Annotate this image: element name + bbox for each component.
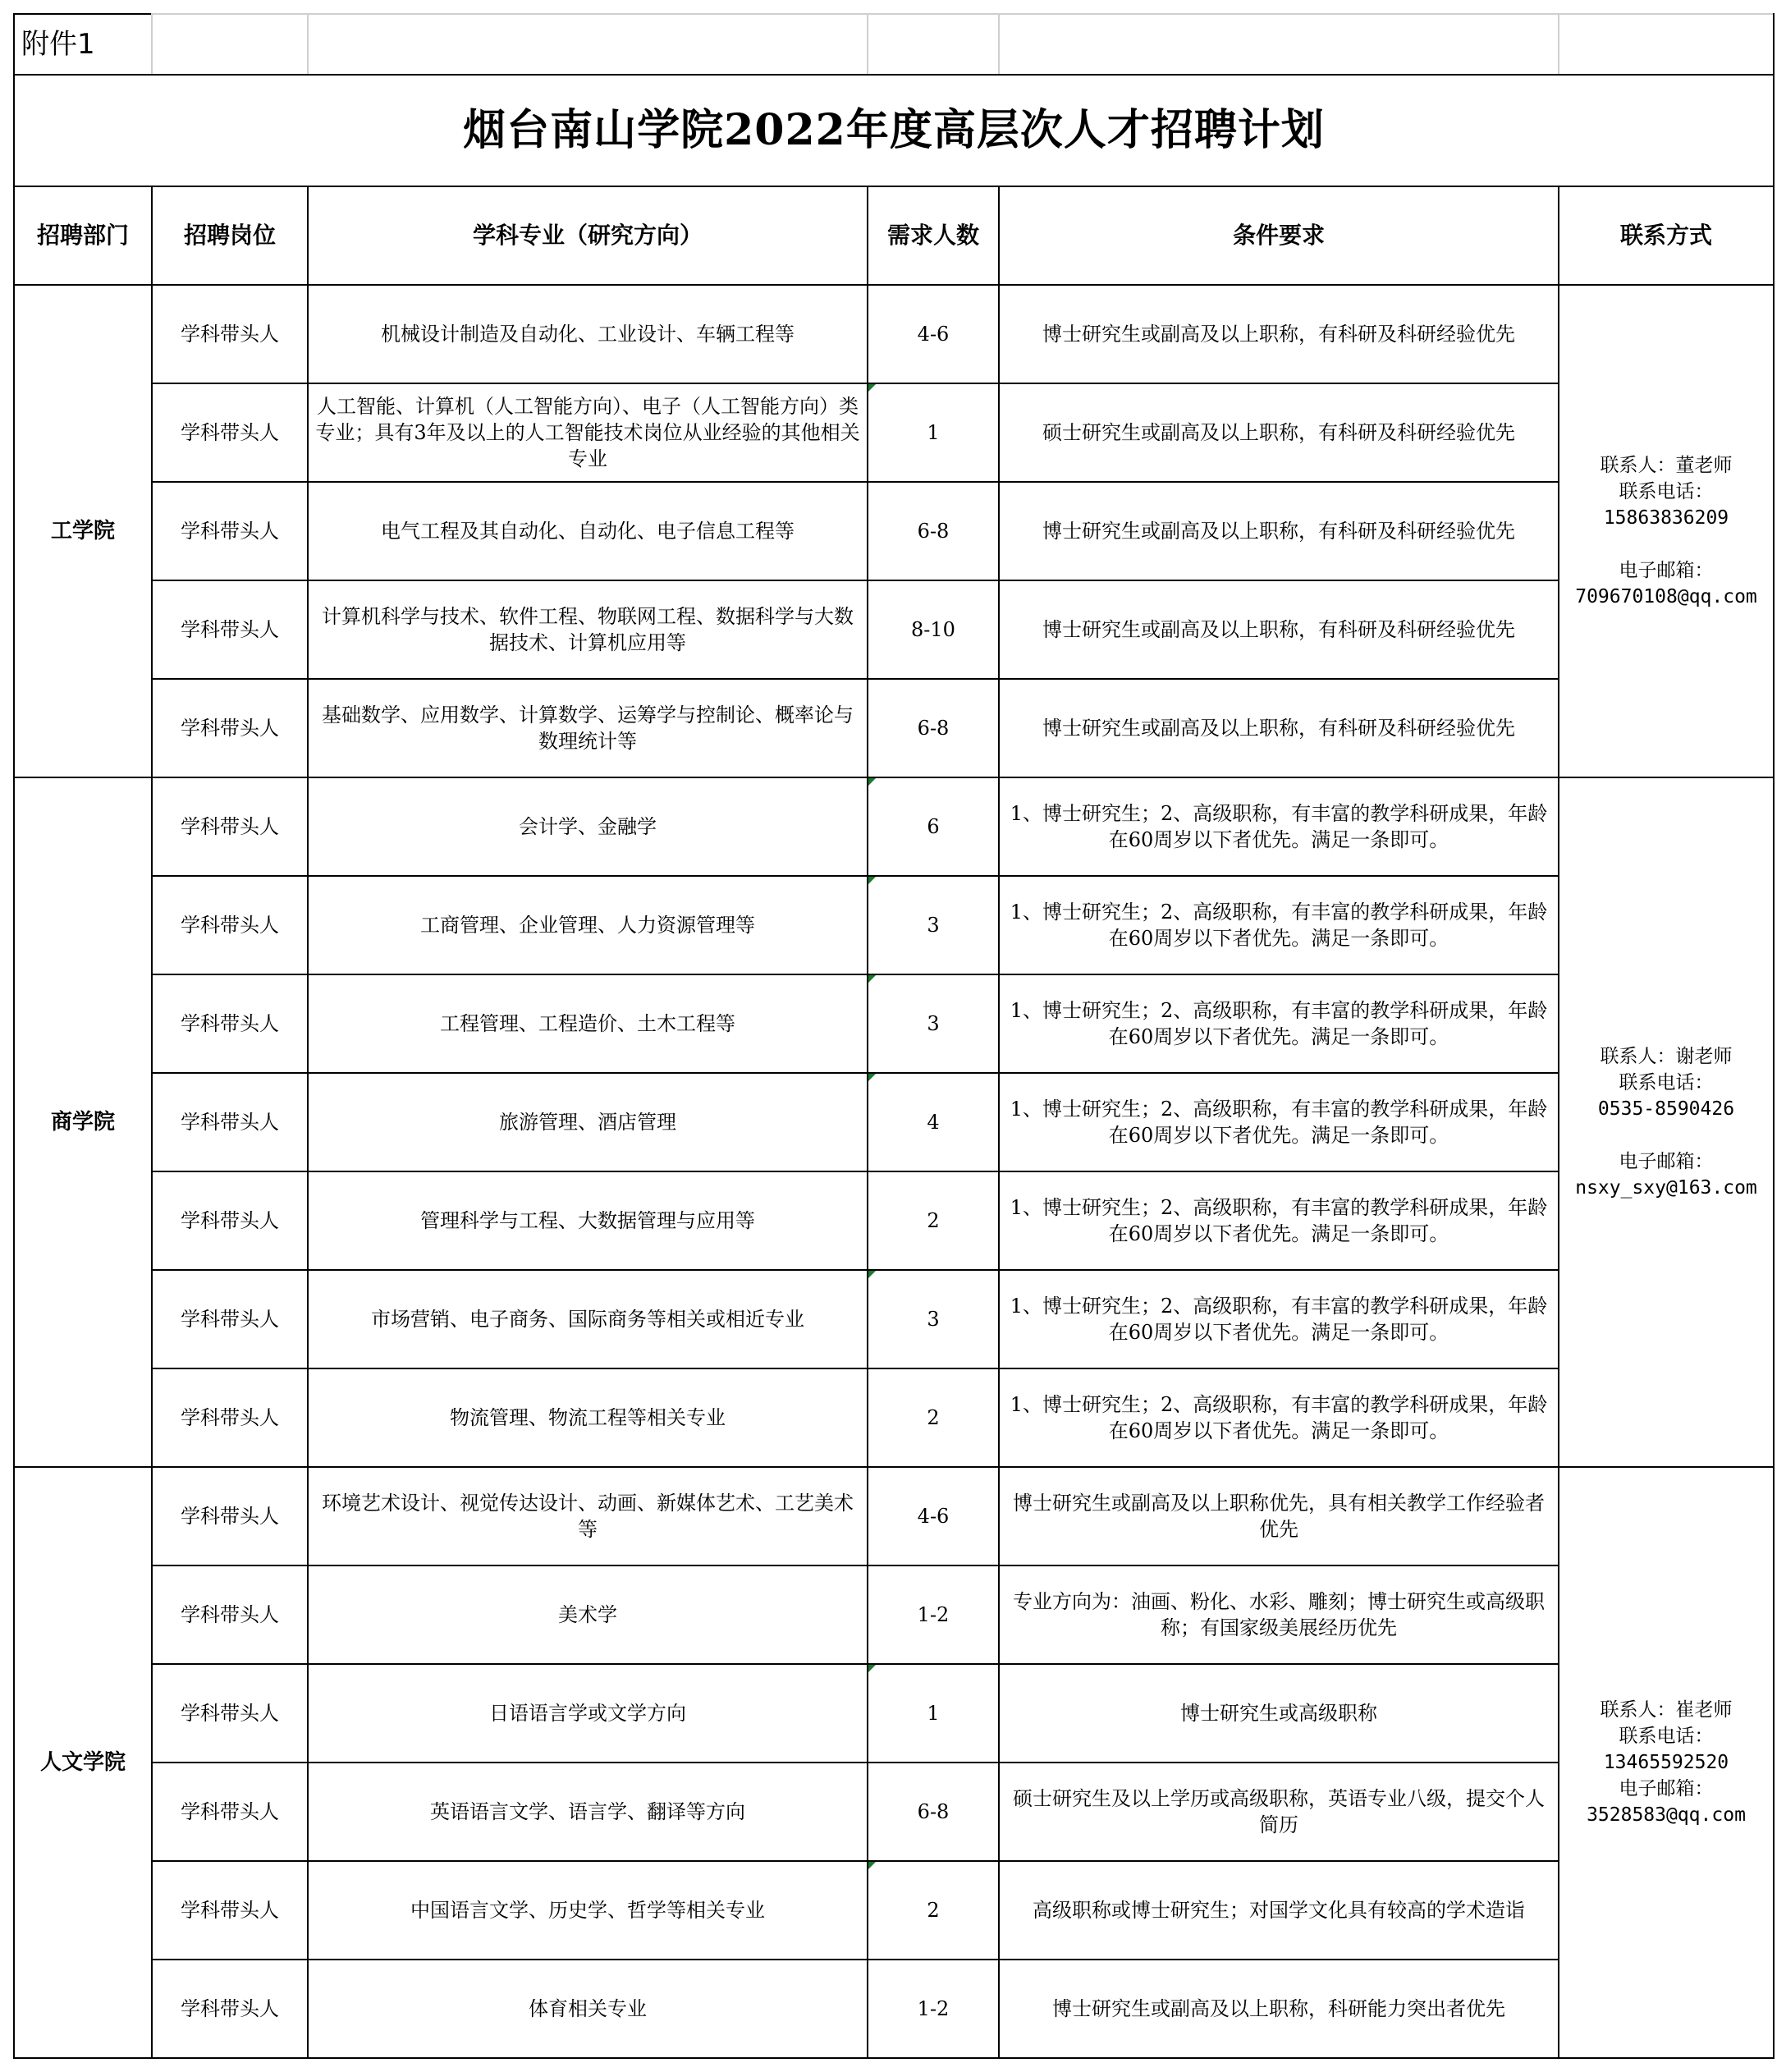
count-cell: 1: [868, 1664, 999, 1763]
requirement-cell: 1、博士研究生；2、高级职称，有丰富的教学科研成果，年龄在60周岁以下者优先。满足一条即可。: [999, 1171, 1559, 1270]
empty-cell: [152, 14, 308, 75]
department-name: 工学院: [14, 285, 152, 777]
table-row: [14, 1763, 1774, 1861]
major-cell: 市场营销、电子商务、国际商务等相关或相近专业: [308, 1270, 868, 1368]
count-cell: 2: [868, 1171, 999, 1270]
position-cell: 学科带头人: [152, 482, 308, 580]
count-cell: 1-2: [868, 1565, 999, 1664]
contact-info: 联系人：董老师 联系电话： 15863836209 电子邮箱： 709670108@qq.com: [1559, 285, 1774, 777]
position-cell: 学科带头人: [152, 974, 308, 1073]
major-cell: 工程管理、工程造价、土木工程等: [308, 974, 868, 1073]
major-cell: 管理科学与工程、大数据管理与应用等: [308, 1171, 868, 1270]
requirement-cell: 1、博士研究生；2、高级职称，有丰富的教学科研成果，年龄在60周岁以下者优先。满足一条即可。: [999, 876, 1559, 974]
header-row: [14, 186, 1774, 285]
major-cell: 美术学: [308, 1565, 868, 1664]
count-cell: 8-10: [868, 580, 999, 679]
position-cell: 学科带头人: [152, 1368, 308, 1467]
position-cell: 学科带头人: [152, 1467, 308, 1565]
table-row: [14, 1565, 1774, 1664]
major-cell: 会计学、金融学: [308, 777, 868, 876]
header-contact: 联系方式: [1559, 186, 1774, 285]
position-cell: 学科带头人: [152, 1565, 308, 1664]
position-cell: 学科带头人: [152, 1960, 308, 2058]
major-cell: 体育相关专业: [308, 1960, 868, 2058]
department-name: 商学院: [14, 777, 152, 1467]
position-cell: 学科带头人: [152, 1073, 308, 1171]
position-cell: 学科带头人: [152, 580, 308, 679]
requirement-cell: 博士研究生或副高及以上职称，有科研及科研经验优先: [999, 580, 1559, 679]
count-cell: 6-8: [868, 679, 999, 777]
requirement-cell: 专业方向为：油画、粉化、水彩、雕刻；博士研究生或高级职称；有国家级美展经历优先: [999, 1565, 1559, 1664]
position-cell: 学科带头人: [152, 679, 308, 777]
major-cell: 计算机科学与技术、软件工程、物联网工程、数据科学与大数据技术、计算机应用等: [308, 580, 868, 679]
requirement-cell: 1、博士研究生；2、高级职称，有丰富的教学科研成果，年龄在60周岁以下者优先。满足一条即可。: [999, 1368, 1559, 1467]
header-major: 学科专业（研究方向）: [308, 186, 868, 285]
table-row: [14, 974, 1774, 1073]
position-cell: 学科带头人: [152, 876, 308, 974]
table-row: [14, 876, 1774, 974]
major-cell: 基础数学、应用数学、计算数学、运筹学与控制论、概率论与数理统计等: [308, 679, 868, 777]
count-cell: 1: [868, 383, 999, 482]
empty-cell: [868, 14, 999, 75]
count-cell: 2: [868, 1368, 999, 1467]
header-requirement: 条件要求: [999, 186, 1559, 285]
empty-cell: [999, 14, 1559, 75]
header-count: 需求人数: [868, 186, 999, 285]
table-row: [14, 1467, 1774, 1565]
major-cell: 人工智能、计算机（人工智能方向）、电子（人工智能方向）类专业；具有3年及以上的人工智能技术岗位从业经验的其他相关专业: [308, 383, 868, 482]
empty-cell: [1559, 14, 1774, 75]
count-cell: 3: [868, 974, 999, 1073]
requirement-cell: 硕士研究生及以上学历或高级职称，英语专业八级，提交个人简历: [999, 1763, 1559, 1861]
contact-info: 联系人：谢老师 联系电话： 0535-8590426 电子邮箱： nsxy_sxy@163.com: [1559, 777, 1774, 1467]
table-row: [14, 383, 1774, 482]
requirement-cell: 博士研究生或副高及以上职称优先，具有相关教学工作经验者优先: [999, 1467, 1559, 1565]
table-row: [14, 1270, 1774, 1368]
table-row: [14, 1664, 1774, 1763]
position-cell: 学科带头人: [152, 285, 308, 383]
count-cell: 4-6: [868, 1467, 999, 1565]
requirement-cell: 高级职称或博士研究生；对国学文化具有较高的学术造诣: [999, 1861, 1559, 1960]
count-cell: 6-8: [868, 1763, 999, 1861]
major-cell: 工商管理、企业管理、人力资源管理等: [308, 876, 868, 974]
header-department: 招聘部门: [14, 186, 152, 285]
table-row: [14, 679, 1774, 777]
position-cell: 学科带头人: [152, 777, 308, 876]
count-cell: 4-6: [868, 285, 999, 383]
requirement-cell: 博士研究生或副高及以上职称，有科研及科研经验优先: [999, 679, 1559, 777]
major-cell: 旅游管理、酒店管理: [308, 1073, 868, 1171]
count-cell: 6-8: [868, 482, 999, 580]
major-cell: 日语语言学或文学方向: [308, 1664, 868, 1763]
table-row: [14, 1960, 1774, 2058]
table-row: [14, 1368, 1774, 1467]
table-row: [14, 285, 1774, 383]
recruitment-table: [13, 13, 1775, 2059]
position-cell: 学科带头人: [152, 1171, 308, 1270]
page-title: 烟台南山学院2022年度高层次人才招聘计划: [14, 75, 1774, 186]
major-cell: 机械设计制造及自动化、工业设计、车辆工程等: [308, 285, 868, 383]
count-cell: 1-2: [868, 1960, 999, 2058]
position-cell: 学科带头人: [152, 1270, 308, 1368]
department-name: 人文学院: [14, 1467, 152, 2058]
contact-info: 联系人：崔老师 联系电话： 13465592520 电子邮箱： 3528583@qq.com: [1559, 1467, 1774, 2058]
major-cell: 电气工程及其自动化、自动化、电子信息工程等: [308, 482, 868, 580]
requirement-cell: 硕士研究生或副高及以上职称，有科研及科研经验优先: [999, 383, 1559, 482]
major-cell: 环境艺术设计、视觉传达设计、动画、新媒体艺术、工艺美术等: [308, 1467, 868, 1565]
table-row: [14, 580, 1774, 679]
count-cell: 3: [868, 876, 999, 974]
requirement-cell: 博士研究生或高级职称: [999, 1664, 1559, 1763]
table-row: [14, 777, 1774, 876]
count-cell: 4: [868, 1073, 999, 1171]
position-cell: 学科带头人: [152, 383, 308, 482]
count-cell: 6: [868, 777, 999, 876]
requirement-cell: 1、博士研究生；2、高级职称，有丰富的教学科研成果，年龄在60周岁以下者优先。满足一条即可。: [999, 777, 1559, 876]
table-row: [14, 1073, 1774, 1171]
requirement-cell: 1、博士研究生；2、高级职称，有丰富的教学科研成果，年龄在60周岁以下者优先。满足一条即可。: [999, 1270, 1559, 1368]
major-cell: 中国语言文学、历史学、哲学等相关专业: [308, 1861, 868, 1960]
count-cell: 3: [868, 1270, 999, 1368]
major-cell: 物流管理、物流工程等相关专业: [308, 1368, 868, 1467]
requirement-cell: 博士研究生或副高及以上职称，有科研及科研经验优先: [999, 285, 1559, 383]
attachment-label: 附件1: [14, 14, 152, 75]
empty-cell: [308, 14, 868, 75]
position-cell: 学科带头人: [152, 1763, 308, 1861]
major-cell: 英语语言文学、语言学、翻译等方向: [308, 1763, 868, 1861]
table-row: [14, 1861, 1774, 1960]
position-cell: 学科带头人: [152, 1861, 308, 1960]
requirement-cell: 1、博士研究生；2、高级职称，有丰富的教学科研成果，年龄在60周岁以下者优先。满足一条即可。: [999, 974, 1559, 1073]
requirement-cell: 博士研究生或副高及以上职称，科研能力突出者优先: [999, 1960, 1559, 2058]
count-cell: 2: [868, 1861, 999, 1960]
header-position: 招聘岗位: [152, 186, 308, 285]
requirement-cell: 博士研究生或副高及以上职称，有科研及科研经验优先: [999, 482, 1559, 580]
table-row: [14, 482, 1774, 580]
table-row: [14, 1171, 1774, 1270]
title-row: [14, 75, 1774, 186]
attachment-row: [14, 14, 1774, 75]
requirement-cell: 1、博士研究生；2、高级职称，有丰富的教学科研成果，年龄在60周岁以下者优先。满足一条即可。: [999, 1073, 1559, 1171]
position-cell: 学科带头人: [152, 1664, 308, 1763]
